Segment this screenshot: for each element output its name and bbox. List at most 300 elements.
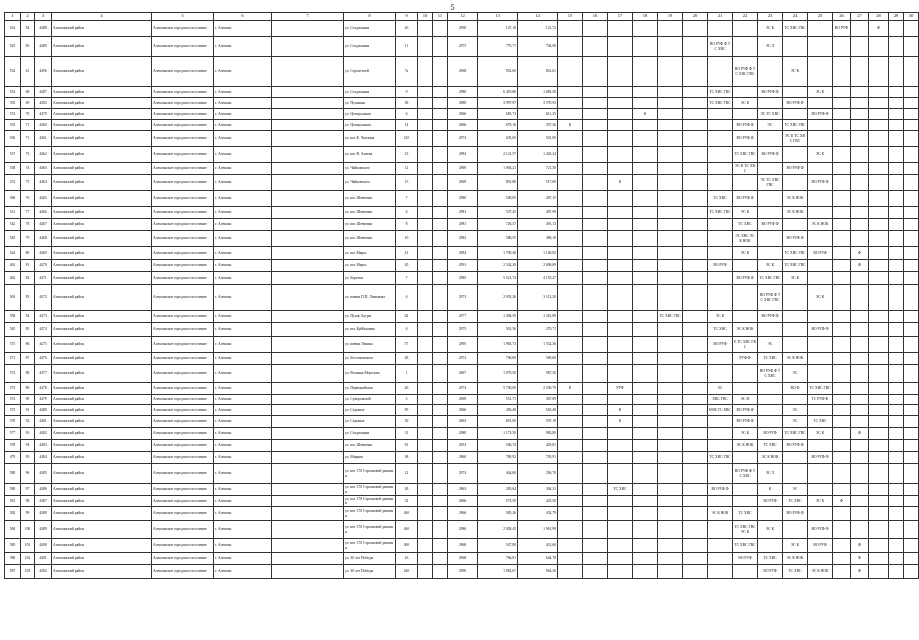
- table-cell: 6: [396, 109, 418, 120]
- table-row: [5, 37, 919, 57]
- table-cell: 1 065,58: [518, 87, 558, 98]
- table-cell: 2980: [448, 98, 478, 109]
- table-cell: [889, 383, 904, 395]
- table-cell: 5 521,74: [478, 272, 518, 285]
- table-cell: [608, 21, 633, 37]
- table-cell: Алексинский район: [52, 260, 152, 272]
- table-cell: 7а: [396, 57, 418, 87]
- table-cell: [418, 383, 433, 395]
- table-cell: [433, 464, 448, 484]
- table-cell: [733, 383, 758, 395]
- table-cell: Алексинское городское поселение: [152, 440, 214, 452]
- table-cell: [658, 440, 683, 452]
- table-cell: ЭС К НОК: [708, 507, 733, 521]
- table-row: [5, 464, 919, 484]
- table-cell: г. Алексин: [214, 311, 272, 323]
- table-cell: ул. им. Куйбышева: [344, 323, 396, 337]
- table-cell: 635,65: [478, 131, 518, 147]
- table-cell: [608, 521, 633, 539]
- table-cell: [708, 109, 733, 120]
- table-cell: [633, 416, 658, 428]
- table-cell: [558, 207, 583, 219]
- table-cell: 2967: [448, 365, 478, 383]
- table-cell: [851, 21, 869, 37]
- table-cell: [608, 37, 633, 57]
- table-cell: [583, 57, 608, 87]
- table-cell: [433, 539, 448, 553]
- table-cell: 95: [21, 452, 35, 464]
- table-cell: Алексинское городское поселение: [152, 109, 214, 120]
- table-cell: [889, 323, 904, 337]
- table-cell: [758, 98, 783, 109]
- table-cell: [418, 87, 433, 98]
- table-cell: 75: [21, 175, 35, 191]
- table-cell: 611,35: [518, 109, 558, 120]
- table-cell: 574: [5, 109, 21, 120]
- table-cell: [851, 395, 869, 405]
- table-cell: ЭС Л: [758, 464, 783, 484]
- table-cell: Алексинское городское поселение: [152, 521, 214, 539]
- table-cell: ул. Воланка Морозова: [344, 365, 396, 383]
- table-cell: 4468: [35, 231, 52, 247]
- table-cell: 578: [5, 440, 21, 452]
- table-cell: [633, 311, 658, 323]
- table-cell: [783, 323, 808, 337]
- table-cell: [558, 539, 583, 553]
- table-cell: [583, 109, 608, 120]
- table-cell: 679,16: [478, 120, 518, 131]
- table-cell: [889, 452, 904, 464]
- table-cell: [733, 285, 758, 311]
- table-cell: г. Алексин: [214, 395, 272, 405]
- table-cell: [633, 365, 658, 383]
- table-cell: [583, 311, 608, 323]
- table-cell: [889, 507, 904, 521]
- table-cell: [808, 337, 833, 353]
- table-cell: 4462: [35, 147, 52, 163]
- table-cell: [418, 521, 433, 539]
- table-cell: [683, 507, 708, 521]
- table-cell: [869, 440, 889, 452]
- table-cell: 80: [21, 247, 35, 260]
- table-cell: [733, 260, 758, 272]
- table-cell: 2975: [448, 323, 478, 337]
- table-cell: [608, 337, 633, 353]
- table-cell: 497,99: [518, 207, 558, 219]
- table-cell: 31: [396, 428, 418, 440]
- table-cell: 2963: [448, 416, 478, 428]
- table-cell: [683, 87, 708, 98]
- table-cell: [851, 323, 869, 337]
- table-cell: [658, 452, 683, 464]
- table-cell: г. Алексин: [214, 207, 272, 219]
- table-cell: [733, 565, 758, 579]
- table-cell: [869, 565, 889, 579]
- table-cell: 705,91: [518, 452, 558, 464]
- table-cell: [869, 452, 889, 464]
- table-cell: 4474: [35, 323, 52, 337]
- table-cell: Алексинское городское поселение: [152, 553, 214, 565]
- table-row: [5, 440, 919, 452]
- table-cell: [633, 175, 658, 191]
- table-cell: [833, 323, 851, 337]
- table-cell: [583, 98, 608, 109]
- table-cell: ЭС К НОК: [783, 191, 808, 207]
- table-cell: [633, 87, 658, 98]
- table-cell: [608, 260, 633, 272]
- table-cell: Алексинское городское поселение: [152, 57, 214, 87]
- table-row: [5, 57, 919, 87]
- table-cell: [272, 553, 344, 565]
- table-cell: 1 004,21: [478, 163, 518, 175]
- table-cell: 547,80: [478, 539, 518, 553]
- table-cell: [583, 272, 608, 285]
- table-cell: [758, 207, 783, 219]
- table-cell: [633, 163, 658, 175]
- table-cell: [733, 484, 758, 496]
- table-cell: [418, 191, 433, 207]
- table-cell: [633, 353, 658, 365]
- table-cell: 4477: [35, 365, 52, 383]
- table-cell: [808, 260, 833, 272]
- table-cell: [608, 120, 633, 131]
- table-cell: [558, 285, 583, 311]
- table-cell: [869, 87, 889, 98]
- table-cell: 91: [21, 405, 35, 416]
- table-cell: 2977: [448, 311, 478, 323]
- table-cell: 28: [396, 353, 418, 365]
- table-cell: ул. Пушк. Бугры: [344, 311, 396, 323]
- table-cell: 84: [21, 311, 35, 323]
- table-cell: [851, 311, 869, 323]
- table-cell: ЭС К: [783, 539, 808, 553]
- column-number-header: 5: [152, 13, 214, 21]
- table-cell: 1 173,50: [478, 428, 518, 440]
- table-cell: 462: [5, 272, 21, 285]
- table-cell: 545: [5, 323, 21, 337]
- table-cell: [608, 507, 633, 521]
- table-cell: [889, 231, 904, 247]
- table-cell: [558, 507, 583, 521]
- table-cell: 6: [396, 285, 418, 311]
- table-cell: 683,73: [478, 109, 518, 120]
- table-cell: [758, 416, 783, 428]
- table-cell: [869, 109, 889, 120]
- table-cell: [633, 147, 658, 163]
- table-cell: 26б: [396, 521, 418, 539]
- table-cell: 2 550,79: [518, 383, 558, 395]
- table-cell: Алексинское городское поселение: [152, 147, 214, 163]
- table-cell: [418, 353, 433, 365]
- table-cell: [583, 416, 608, 428]
- table-cell: К: [758, 484, 783, 496]
- table-cell: [433, 553, 448, 565]
- table-cell: [272, 383, 344, 395]
- table-cell: 7: [396, 191, 418, 207]
- table-cell: [708, 440, 733, 452]
- table-cell: [272, 565, 344, 579]
- table-cell: 586: [5, 553, 21, 565]
- table-cell: [833, 37, 851, 57]
- table-cell: [889, 175, 904, 191]
- column-number-header: 13: [478, 13, 518, 21]
- table-cell: Алексинское городское поселение: [152, 496, 214, 507]
- table-cell: [869, 395, 889, 405]
- table-cell: [272, 428, 344, 440]
- table-cell: Алексинский район: [52, 323, 152, 337]
- table-cell: [633, 57, 658, 87]
- table-cell: ВО РУФ Ф ТС ХВС: [733, 464, 758, 484]
- table-cell: 85: [21, 37, 35, 57]
- table-cell: Алексинское городское поселение: [152, 428, 214, 440]
- table-cell: 77: [21, 207, 35, 219]
- table-cell: ЭС К НОК: [758, 452, 783, 464]
- table-cell: [833, 416, 851, 428]
- table-cell: ул. Седьмые: [344, 416, 396, 428]
- table-cell: [904, 191, 919, 207]
- table-cell: [869, 311, 889, 323]
- table-cell: 28: [396, 484, 418, 496]
- table-cell: Алексинское городское поселение: [152, 219, 214, 231]
- table-cell: [833, 539, 851, 553]
- table-cell: г. Алексин: [214, 109, 272, 120]
- table-cell: 6: [396, 207, 418, 219]
- table-cell: Алексинский район: [52, 365, 152, 383]
- table-cell: ЭС К: [733, 207, 758, 219]
- table-cell: [608, 565, 633, 579]
- table-cell: [633, 521, 658, 539]
- table-cell: [833, 260, 851, 272]
- table-row: [5, 207, 919, 219]
- table-cell: [658, 120, 683, 131]
- table-cell: [608, 428, 633, 440]
- table-cell: [658, 231, 683, 247]
- table-cell: 4489: [35, 37, 52, 57]
- table-cell: [272, 452, 344, 464]
- table-cell: [608, 109, 633, 120]
- table-cell: ВО РУФ Ф: [733, 191, 758, 207]
- table-cell: ТС ХВС: [758, 553, 783, 565]
- table-cell: ЭС К: [733, 247, 758, 260]
- table-cell: [851, 405, 869, 416]
- table-cell: [758, 57, 783, 87]
- table-cell: ВО РУФ Ф: [808, 521, 833, 539]
- table-cell: [272, 353, 344, 365]
- table-cell: г. Алексин: [214, 219, 272, 231]
- table-cell: ВО РУФ: [808, 539, 833, 553]
- column-number-header: 3: [35, 13, 52, 21]
- table-cell: [733, 365, 758, 383]
- table-cell: Алексинский район: [52, 311, 152, 323]
- table-cell: [851, 131, 869, 147]
- table-cell: [889, 395, 904, 405]
- table-cell: [658, 57, 683, 87]
- table-cell: 40: [396, 383, 418, 395]
- table-cell: 573: [5, 383, 21, 395]
- table-cell: К: [608, 175, 633, 191]
- table-cell: [869, 147, 889, 163]
- table-cell: 2 928,45: [478, 521, 518, 539]
- table-cell: 30б: [396, 539, 418, 553]
- table-cell: [833, 383, 851, 395]
- table-cell: 78: [21, 219, 35, 231]
- table-cell: [558, 395, 583, 405]
- table-cell: 2995: [448, 337, 478, 353]
- table-cell: [583, 323, 608, 337]
- table-cell: г. Алексин: [214, 464, 272, 484]
- table-cell: 38: [396, 452, 418, 464]
- table-cell: [904, 147, 919, 163]
- table-cell: [418, 365, 433, 383]
- table-cell: 587: [5, 565, 21, 579]
- table-cell: [904, 311, 919, 323]
- table-cell: 4479: [35, 395, 52, 405]
- table-cell: [433, 260, 448, 272]
- table-cell: [658, 383, 683, 395]
- table-cell: [583, 553, 608, 565]
- table-cell: Алексинский район: [52, 553, 152, 565]
- table-row: [5, 405, 919, 416]
- table-cell: [418, 131, 433, 147]
- table-cell: [683, 464, 708, 484]
- table-cell: 2968: [448, 539, 478, 553]
- table-cell: [558, 365, 583, 383]
- table-row: [5, 395, 919, 405]
- table-cell: [418, 565, 433, 579]
- table-cell: [658, 416, 683, 428]
- table-cell: 4491: [35, 553, 52, 565]
- table-cell: [418, 311, 433, 323]
- column-number-header: 7: [272, 13, 344, 21]
- table-cell: [708, 539, 733, 553]
- table-cell: 90: [21, 395, 35, 405]
- table-cell: [851, 365, 869, 383]
- table-cell: ЭС К: [783, 57, 808, 87]
- table-cell: [683, 98, 708, 109]
- table-cell: ул. Центральная: [344, 109, 396, 120]
- table-cell: ТС ХВС ГВС ЭС К: [733, 521, 758, 539]
- table-cell: [583, 260, 608, 272]
- table-cell: [758, 507, 783, 521]
- table-cell: 891,80: [478, 175, 518, 191]
- table-cell: [851, 337, 869, 353]
- column-number-header: 28: [869, 13, 889, 21]
- table-cell: ТС ХВС ГВС: [708, 452, 733, 464]
- table-cell: 2984: [448, 147, 478, 163]
- table-cell: 4471: [35, 272, 52, 285]
- table-cell: Алексинский район: [52, 247, 152, 260]
- table-cell: 532: [5, 57, 21, 87]
- table-row: [5, 175, 919, 191]
- table-cell: Алексинский район: [52, 484, 152, 496]
- table-cell: [683, 219, 708, 231]
- table-cell: [272, 191, 344, 207]
- table-cell: [683, 272, 708, 285]
- table-cell: [658, 98, 683, 109]
- table-cell: [904, 207, 919, 219]
- table-cell: ул. Чайковского: [344, 163, 396, 175]
- table-cell: [272, 272, 344, 285]
- table-cell: 558: [5, 311, 21, 323]
- table-cell: г. Алексин: [214, 163, 272, 175]
- table-cell: 4488: [35, 507, 52, 521]
- table-cell: [633, 565, 658, 579]
- table-cell: Алексинский район: [52, 231, 152, 247]
- table-cell: [272, 87, 344, 98]
- table-cell: [608, 98, 633, 109]
- table-cell: [904, 285, 919, 311]
- table-cell: 38: [396, 98, 418, 109]
- table-cell: ВО РУФ Ф: [733, 272, 758, 285]
- table-cell: [683, 323, 708, 337]
- table-row: [5, 539, 919, 553]
- table-cell: 2960: [448, 452, 478, 464]
- table-cell: Ф: [851, 260, 869, 272]
- table-cell: [558, 353, 583, 365]
- table-cell: [583, 207, 608, 219]
- column-number-header: 17: [608, 13, 633, 21]
- table-cell: 691,00: [478, 416, 518, 428]
- table-cell: [418, 405, 433, 416]
- table-cell: [418, 553, 433, 565]
- table-cell: [889, 405, 904, 416]
- table-cell: [708, 163, 733, 175]
- table-cell: [833, 109, 851, 120]
- table-cell: ул. Стадионная: [344, 37, 396, 57]
- table-cell: [558, 484, 583, 496]
- table-cell: ул. им. К. Чаплина: [344, 131, 396, 147]
- table-cell: ВО РУФ Ф: [758, 147, 783, 163]
- table-cell: 30: [396, 416, 418, 428]
- table-cell: ТС ХВС: [783, 496, 808, 507]
- table-cell: Алексинское городское поселение: [152, 337, 214, 353]
- table-cell: [869, 365, 889, 383]
- table-cell: [558, 496, 583, 507]
- table-cell: [418, 21, 433, 37]
- table-cell: Алексинский район: [52, 496, 152, 507]
- table-cell: ЭС: [758, 337, 783, 353]
- table-cell: ул. Стадионная: [344, 87, 396, 98]
- table-cell: [583, 383, 608, 395]
- table-cell: [808, 163, 833, 175]
- table-cell: [433, 191, 448, 207]
- table-cell: [783, 452, 808, 464]
- table-cell: 24б: [396, 565, 418, 579]
- table-cell: 577: [5, 428, 21, 440]
- table-cell: ул. им. Маркс: [344, 247, 396, 260]
- table-cell: [272, 323, 344, 337]
- table-cell: г. Алексин: [214, 440, 272, 452]
- table-cell: 2966: [448, 405, 478, 416]
- table-cell: [904, 440, 919, 452]
- table-cell: ЭС К: [733, 98, 758, 109]
- table-cell: 2981: [448, 219, 478, 231]
- table-cell: [558, 553, 583, 565]
- table-cell: Ф: [833, 496, 851, 507]
- table-cell: 4489: [35, 521, 52, 539]
- table-cell: Алексинское городское поселение: [152, 311, 214, 323]
- table-cell: 537: [5, 147, 21, 163]
- table-cell: 474: [5, 175, 21, 191]
- table-cell: [272, 285, 344, 311]
- table-cell: [658, 37, 683, 57]
- table-cell: [851, 440, 869, 452]
- table-cell: Алексинское городское поселение: [152, 323, 214, 337]
- table-cell: ВО РУФ Ф ТС ХВС: [708, 37, 733, 57]
- table-cell: Алексинский район: [52, 21, 152, 37]
- table-cell: [658, 507, 683, 521]
- table-cell: 147,10: [478, 21, 518, 37]
